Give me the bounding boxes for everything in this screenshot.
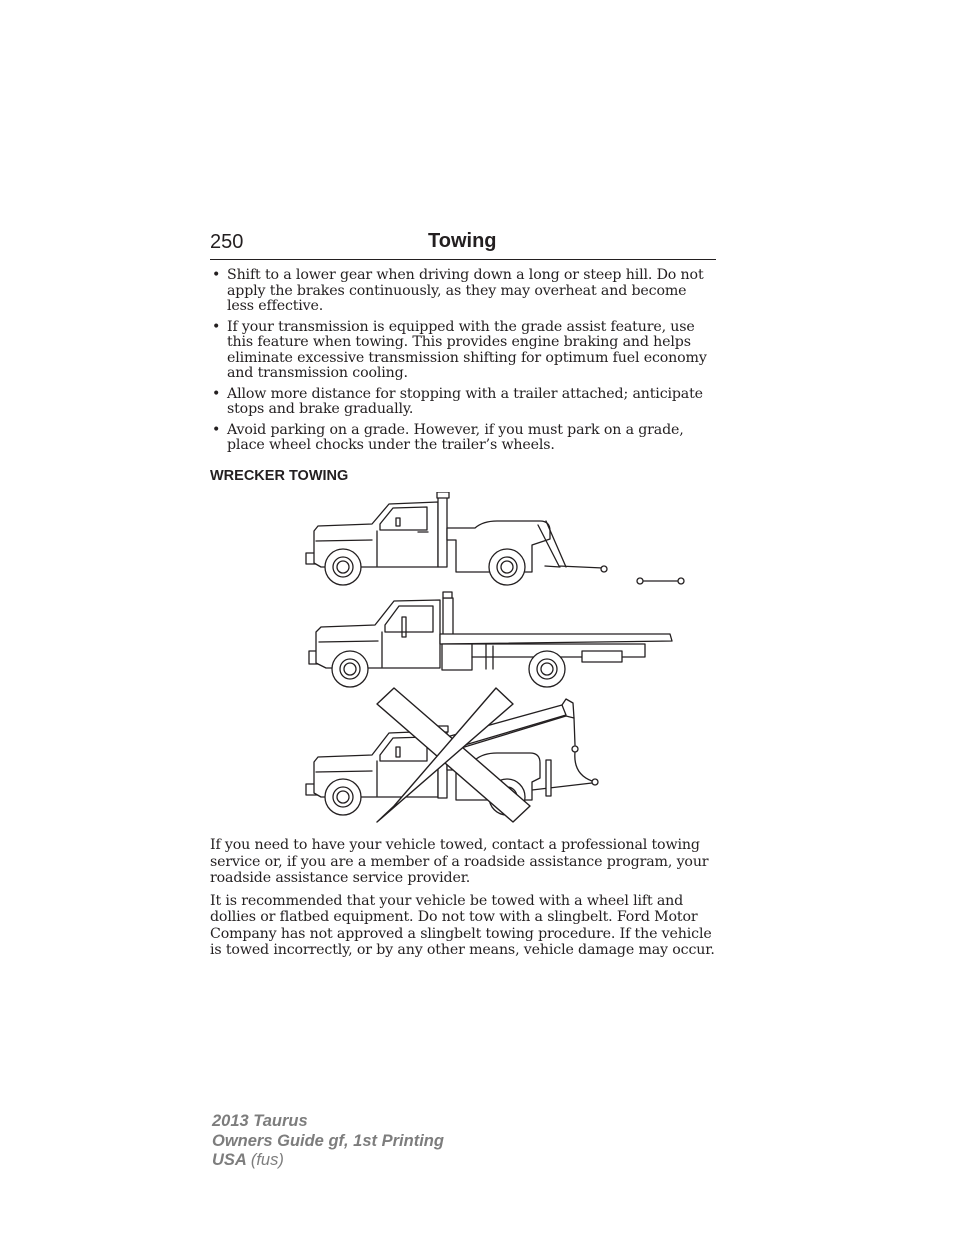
footer-region [212, 1151, 444, 1171]
paragraph: If you need to have your vehicle towed, contact a professional towing service or, if you are a member of a roadside assistance program, your roadside assistance service provider. [210, 837, 709, 886]
towing-tips-list [210, 268, 716, 459]
footer-region-main: USA [212, 1151, 247, 1169]
section-heading: WRECKER TOWING [210, 468, 349, 484]
body-text [210, 837, 716, 965]
footer-model: 2013 Taurus [212, 1112, 308, 1130]
page-number: 250 [210, 231, 244, 253]
footer-region-code: (fus) [250, 1151, 284, 1169]
page-header [210, 229, 716, 260]
footer-edition: Owners Guide gf, 1st Printing [212, 1131, 444, 1150]
flatbed-tow-truck [309, 592, 672, 687]
paragraph: It is recommended that your vehicle be towed with a wheel lift and dollies or flatbed equipment. Do not tow with a slingbelt. Ford Motor Company has not approved a slingbelt towing procedure. If the vehicle is towed incorrectly, or by any other means, vehicle damage may occur. [210, 892, 715, 958]
list-item: • If your transmission is equipped with the grade assist feature, use this feature when towing. This provides engine braking and helps eliminate excessive transmission shifting for optimum fuel economy and transmission cooling. [210, 320, 716, 382]
page-title: Towing [428, 230, 497, 252]
list-item: • Allow more distance for stopping with a trailer attached; anticipate stops and brake gradually. [210, 387, 716, 418]
document-footer [212, 1112, 444, 1171]
list-item: • Avoid parking on a grade. However, if you must park on a grade, place wheel chocks under the trailer’s wheels. [210, 423, 716, 454]
wrecker-towing-illustration [300, 492, 690, 827]
wheel-lift-tow-truck [306, 492, 684, 585]
list-item: • Shift to a lower gear when driving down a long or steep hill. Do not apply the brakes continuously, as they may overheat and become less effective. [210, 268, 716, 315]
